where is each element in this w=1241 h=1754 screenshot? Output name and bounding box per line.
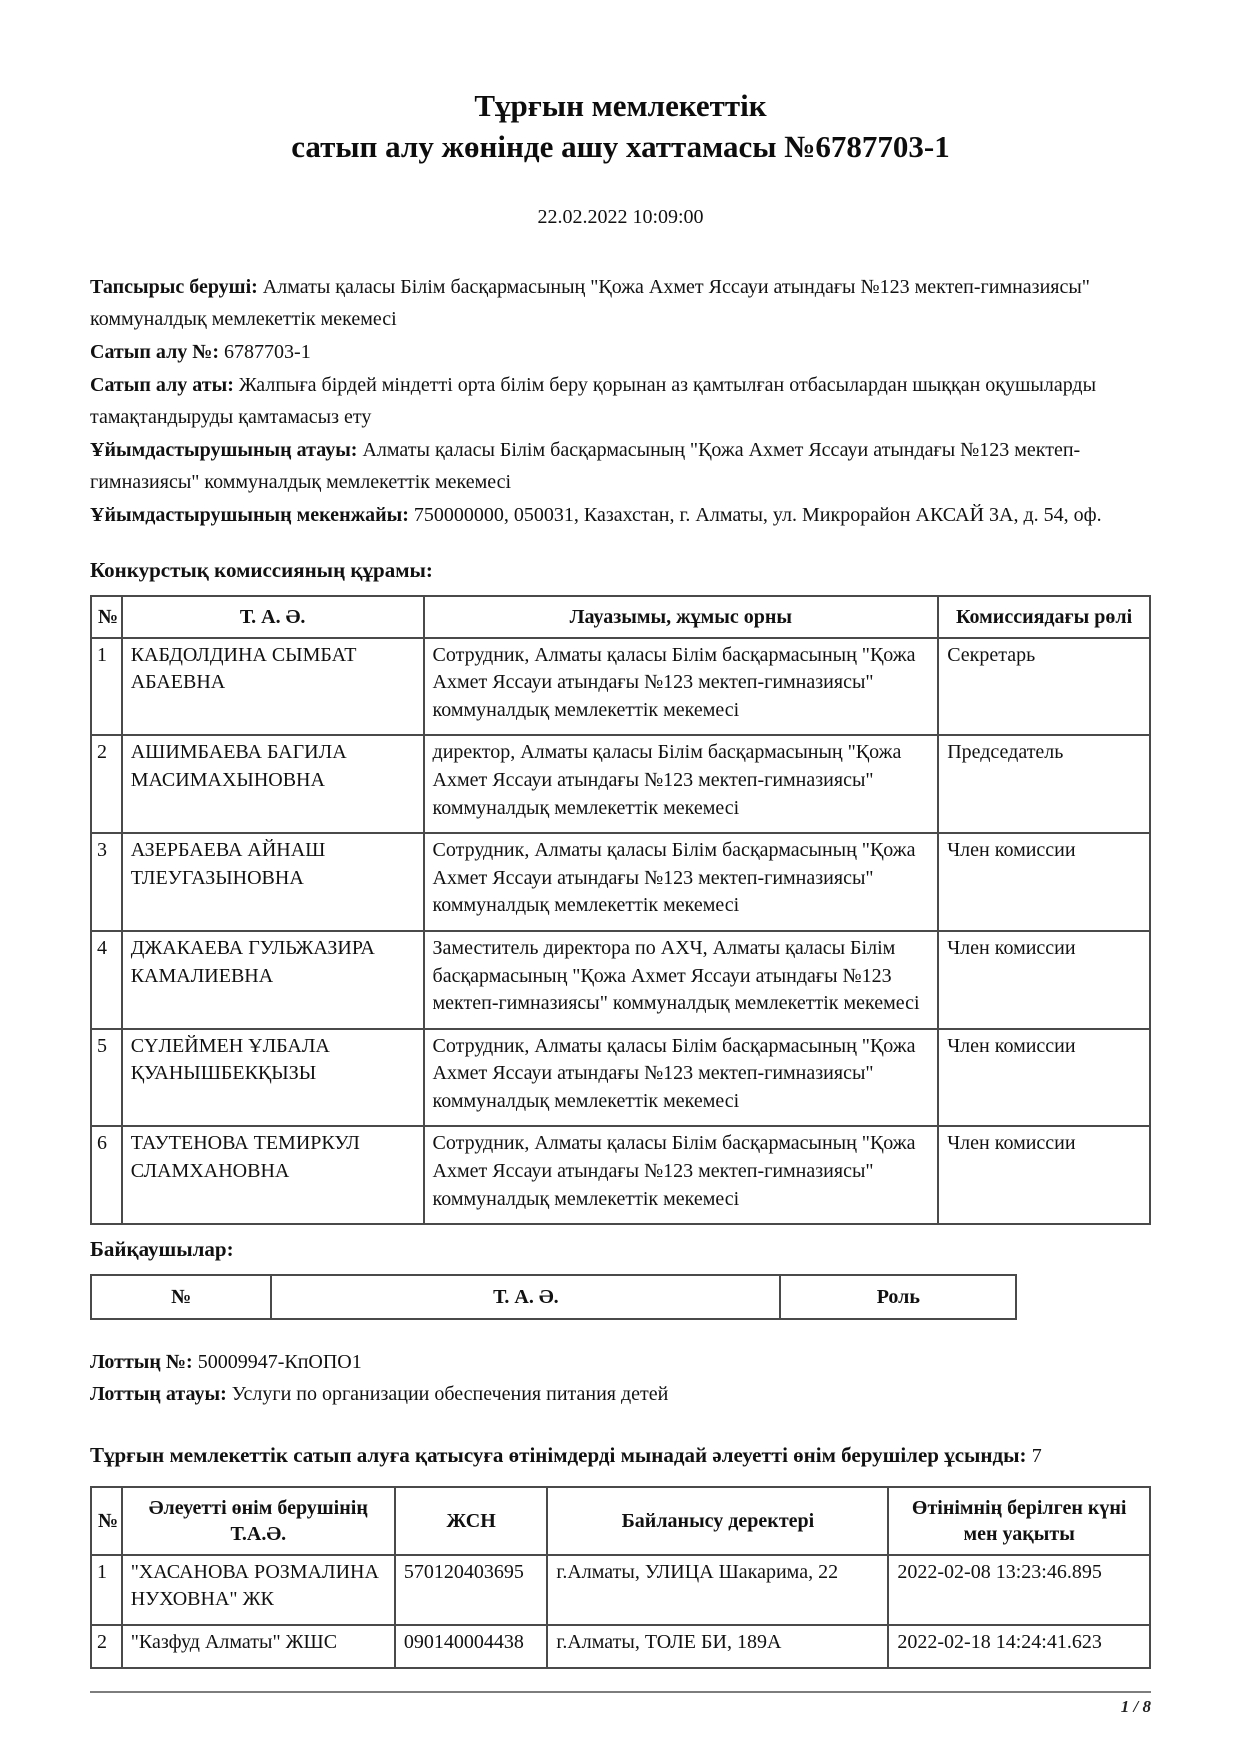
cell-no: 2 [91,1625,122,1668]
cell-position: Сотрудник, Алматы қаласы Білім басқармасының "Қожа Ахмет Яссауи атындағы №123 мектеп-гимназиясы" коммуналдық мемлекеттік мекемесі [424,1126,939,1224]
supplier-row [91,1555,1150,1625]
document-title-line1: Тұрғын мемлекеттік [474,88,767,123]
cell-role: Член комиссии [938,833,1150,931]
lot-number-label: Лоттың №: [90,1351,193,1374]
commission-section-heading: Конкурстық комиссияның құрамы: [90,557,433,582]
cell-iin: 570120403695 [395,1555,547,1625]
cell-iin: 090140004438 [395,1625,547,1668]
cell-position: директор, Алматы қаласы Білім басқармасының "Қожа Ахмет Яссауи атындағы №123 мектеп-гимназиясы" коммуналдық мемлекеттік мекемесі [424,735,939,833]
cell-position: Сотрудник, Алматы қаласы Білім басқармасының "Қожа Ахмет Яссауи атындағы №123 мектеп-гимназиясы" коммуналдық мемлекеттік мекемесі [424,833,939,931]
observers-header-row [91,1275,1016,1319]
info-customer-label: Тапсырыс беруші: [90,275,258,298]
observers-table [90,1274,1017,1320]
cell-no: 1 [91,638,122,736]
info-purchase-name-label: Сатып алу аты: [90,373,234,396]
cell-position: Заместитель директора по АХЧ, Алматы қаласы Білім басқармасының "Қожа Ахмет Яссауи атындағы №123 мектеп-гимназиясы" коммуналдық мемлекеттік мекемесі [424,931,939,1029]
column-header-role: Комиссиядағы рөлі [938,596,1150,638]
info-organizer-name [90,434,1151,499]
procurement-info-block [90,271,1151,532]
info-purchase-name [90,369,1151,434]
cell-role: Член комиссии [938,931,1150,1029]
lot-number-value: 50009947-КпОПО1 [197,1351,362,1374]
cell-contact: г.Алматы, УЛИЦА Шакарима, 22 [547,1555,888,1625]
cell-no: 3 [91,833,122,931]
lot-name-value: Услуги по организации обеспечения питания детей [231,1383,669,1406]
commission-row [91,833,1150,931]
info-organizer-name-value: Алматы қаласы Білім басқармасының "Қожа Ахмет Яссауи атындағы №123 мектеп-гимназиясы" коммуналдық мемлекеттік мекемесі [90,438,1081,494]
column-header-application-date: Өтінімнің берілген күні мен уақыты [888,1487,1150,1555]
info-purchase-number-label: Сатып алу №: [90,341,220,363]
page-number: 1 / 8 [1120,1696,1151,1716]
column-header-position: Лауазымы, жұмыс орны [424,596,939,638]
suppliers-intro [90,1440,1151,1472]
cell-no: 1 [91,1555,122,1625]
column-header-fullname: Т. А. Ә. [271,1275,780,1319]
cell-fullname: СҮЛЕЙМЕН ҰЛБАЛА ҚУАНЫШБЕКҚЫЗЫ [122,1029,424,1127]
cell-role: Секретарь [938,638,1150,736]
info-purchase-number-value: 6787703-1 [224,341,311,363]
commission-table [90,595,1151,1226]
column-header-no: № [91,596,122,638]
cell-fullname: АЗЕРБАЕВА АЙНАШ ТЛЕУГАЗЫНОВНА [122,833,424,931]
document-title [90,86,1151,168]
column-header-iin: ЖСН [395,1487,547,1555]
info-customer [90,271,1151,336]
cell-role: Член комиссии [938,1029,1150,1127]
info-organizer-address-value: 750000000, 050031, Казахстан, г. Алматы, ул. Микрорайон АКСАЙ 3А, д. 54, оф. [413,503,1102,526]
info-organizer-name-label: Ұйымдастырушының атауы: [90,438,358,461]
column-header-role: Роль [780,1275,1016,1319]
column-header-fullname: Т. А. Ә. [122,596,424,638]
cell-no: 2 [91,735,122,833]
cell-no: 5 [91,1029,122,1127]
cell-fullname: ДЖАКАЕВА ГУЛЬЖАЗИРА КАМАЛИЕВНА [122,931,424,1029]
cell-no: 4 [91,931,122,1029]
suppliers-count: 7 [1031,1445,1042,1468]
info-purchase-name-value: Жалпыға бірдей міндетті орта білім беру қорынан аз қамтылған отбасылардан шыққан оқушыларды тамақтандыруды қамтамасыз ету [90,373,1097,429]
cell-supplier-name: "ХАСАНОВА РОЗМАЛИНА НУХОВНА" ЖК [122,1555,395,1625]
document-datetime: 22.02.2022 10:09:00 [537,205,704,228]
column-header-contact: Байланысу деректері [547,1487,888,1555]
observers-section-heading: Байқаушылар: [90,1237,234,1262]
lot-name [90,1378,1151,1410]
info-organizer-address-label: Ұйымдастырушының мекенжайы: [90,503,409,526]
cell-application-date: 2022-02-08 13:23:46.895 [888,1555,1150,1625]
info-customer-value: Алматы қаласы Білім басқармасының "Қожа Ахмет Яссауи атындағы №123 мектеп-гимназиясы" коммуналдық мемлекеттік мекемесі [90,275,1090,331]
commission-row [91,931,1150,1029]
suppliers-table [90,1486,1151,1669]
commission-row [91,1126,1150,1224]
info-purchase-number [90,336,1151,369]
commission-row [91,735,1150,833]
column-header-supplier-name: Әлеуетті өнім берушінің Т.А.Ә. [122,1487,395,1555]
cell-position: Сотрудник, Алматы қаласы Білім басқармасының "Қожа Ахмет Яссауи атындағы №123 мектеп-гимназиясы" коммуналдық мемлекеттік мекемесі [424,638,939,736]
page-footer [90,1691,1151,1717]
supplier-row [91,1625,1150,1668]
cell-role: Председатель [938,735,1150,833]
commission-row [91,638,1150,736]
column-header-no: № [91,1275,271,1319]
cell-fullname: КАБДОЛДИНА СЫМБАТ АБАЕВНА [122,638,424,736]
cell-supplier-name: "Казфуд Алматы" ЖШС [122,1625,395,1668]
document-title-line2: сатып алу жөнінде ашу хаттамасы №6787703-1 [291,128,950,164]
suppliers-intro-text: Тұрғын мемлекеттік сатып алуға қатысуға өтінімдерді мынадай әлеуетті өнім берушілер ұсынды: [90,1443,1027,1468]
cell-position: Сотрудник, Алматы қаласы Білім басқармасының "Қожа Ахмет Яссауи атындағы №123 мектеп-гимназиясы" коммуналдық мемлекеттік мекемесі [424,1029,939,1127]
cell-no: 6 [91,1126,122,1224]
cell-fullname: ТАУТЕНОВА ТЕМИРКУЛ СЛАМХАНОВНА [122,1126,424,1224]
cell-fullname: АШИМБАЕВА БАГИЛА МАСИМАХЫНОВНА [122,735,424,833]
commission-header-row [91,596,1150,638]
lot-block [90,1346,1151,1410]
info-organizer-address [90,499,1151,532]
cell-application-date: 2022-02-18 14:24:41.623 [888,1625,1150,1668]
cell-role: Член комиссии [938,1126,1150,1224]
lot-name-label: Лоттың атауы: [90,1383,227,1406]
commission-row [91,1029,1150,1127]
cell-contact: г.Алматы, ТОЛЕ БИ, 189А [547,1625,888,1668]
suppliers-header-row [91,1487,1150,1555]
column-header-no: № [91,1487,122,1555]
lot-number [90,1346,1151,1378]
